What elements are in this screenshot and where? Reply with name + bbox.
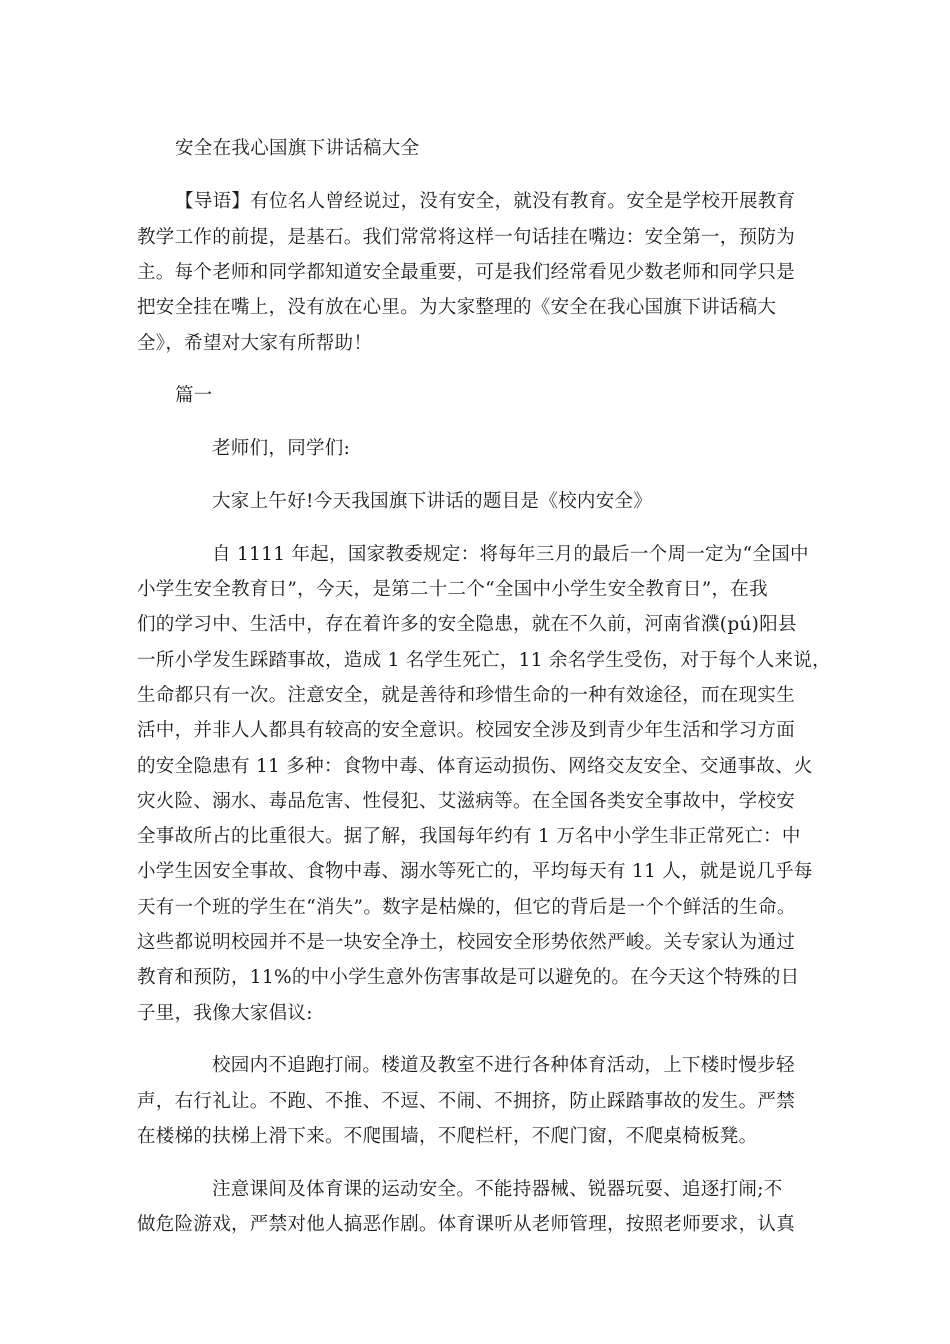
intro-line: 【导语】有位名人曾经说过，没有安全，就没有教育。安全是学校开展教育 [175,191,796,212]
paragraph-line: 灾火险、溺水、毒品危害、性侵犯、艾滋病等。在全国各类安全事故中，学校安 [137,791,796,812]
paragraph-line: 这些都说明校园并不是一块安全净土，校园安全形势依然严峻。关专家认为通过 [137,932,796,953]
paragraph-line: 天有一个班的学生在“消失”。数字是枯燥的，但它的背后是一个个鲜活的生命。 [137,897,796,918]
paragraph-line: 校园内不追跑打闹。楼道及教室不进行各种体育活动，上下楼时慢步轻 [212,1055,795,1076]
paragraph-line: 做危险游戏，严禁对他人搞恶作剧。体育课听从老师管理，按照老师要求，认真 [137,1214,796,1235]
paragraph-line: 教育和预防，11%的中小学生意外伤害事故是可以避免的。在今天这个特殊的日 [137,967,800,988]
paragraph-line: 注意课间及体育课的运动安全。不能持器械、锐器玩耍、追逐打闹;不 [212,1179,783,1200]
paragraph-line: 一所小学发生踩踏事故，造成 1 名学生死亡，11 余名学生受伤，对于每个人来说， [137,650,831,671]
intro-line: 全》，希望对大家有所帮助！ [137,333,373,354]
intro-line: 把安全挂在嘴上，没有放在心里。为大家整理的《安全在我心国旗下讲话稿大 [137,297,777,318]
paragraph-line: 活中，并非人人都具有较高的安全意识。校园安全涉及到青少年生活和学习方面 [137,720,796,741]
paragraph-line: 们的学习中、生活中，存在着许多的安全隐患，就在不久前，河南省濮(pú)阳县 [137,614,797,635]
paragraph-line: 小学生因安全事故、食物中毒、溺水等死亡的，平均每天有 11 人，就是说几乎每 [137,861,813,882]
paragraph-line: 全事故所占的比重很大。据了解，我国每年约有 1 万名中小学生非正常死亡：中 [137,826,801,847]
section-heading: 篇一 [175,385,213,406]
intro-line: 主。每个老师和同学都知道安全最重要，可是我们经常看见少数老师和同学只是 [137,262,796,283]
paragraph-line: 子里，我像大家倡议: [137,1003,313,1024]
paragraph-line: 的安全隐患有 11 多种：食物中毒、体育运动损伤、网络交友安全、交通事故、火 [137,756,813,777]
paragraph-line: 在楼梯的扶梯上滑下来。不爬围墙，不爬栏杆，不爬门窗，不爬桌椅板凳。 [137,1126,758,1147]
paragraph-line: 小学生安全教育日”，今天，是第二十二个“全国中小学生安全教育日”，在我 [137,579,768,600]
document-title: 安全在我心国旗下讲话稿大全 [175,138,420,159]
intro-line: 教学工作的前提，是基石。我们常常将这样一句话挂在嘴边：安全第一，预防为 [137,227,796,248]
greeting: 老师们，同学们: [212,438,351,459]
paragraph-line: 声，右行礼让。不跑、不推、不逗、不闹、不拥挤，防止踩踏事故的发生。严禁 [137,1091,796,1112]
speech-opening: 大家上午好!今天我国旗下讲话的题目是《校内安全》 [212,491,653,512]
paragraph-line: 自 1111 年起，国家教委规定：将每年三月的最后一个周一定为“全国中 [212,544,809,565]
paragraph-line: 生命都只有一次。注意安全，就是善待和珍惜生命的一种有效途径，而在现实生 [137,685,796,706]
